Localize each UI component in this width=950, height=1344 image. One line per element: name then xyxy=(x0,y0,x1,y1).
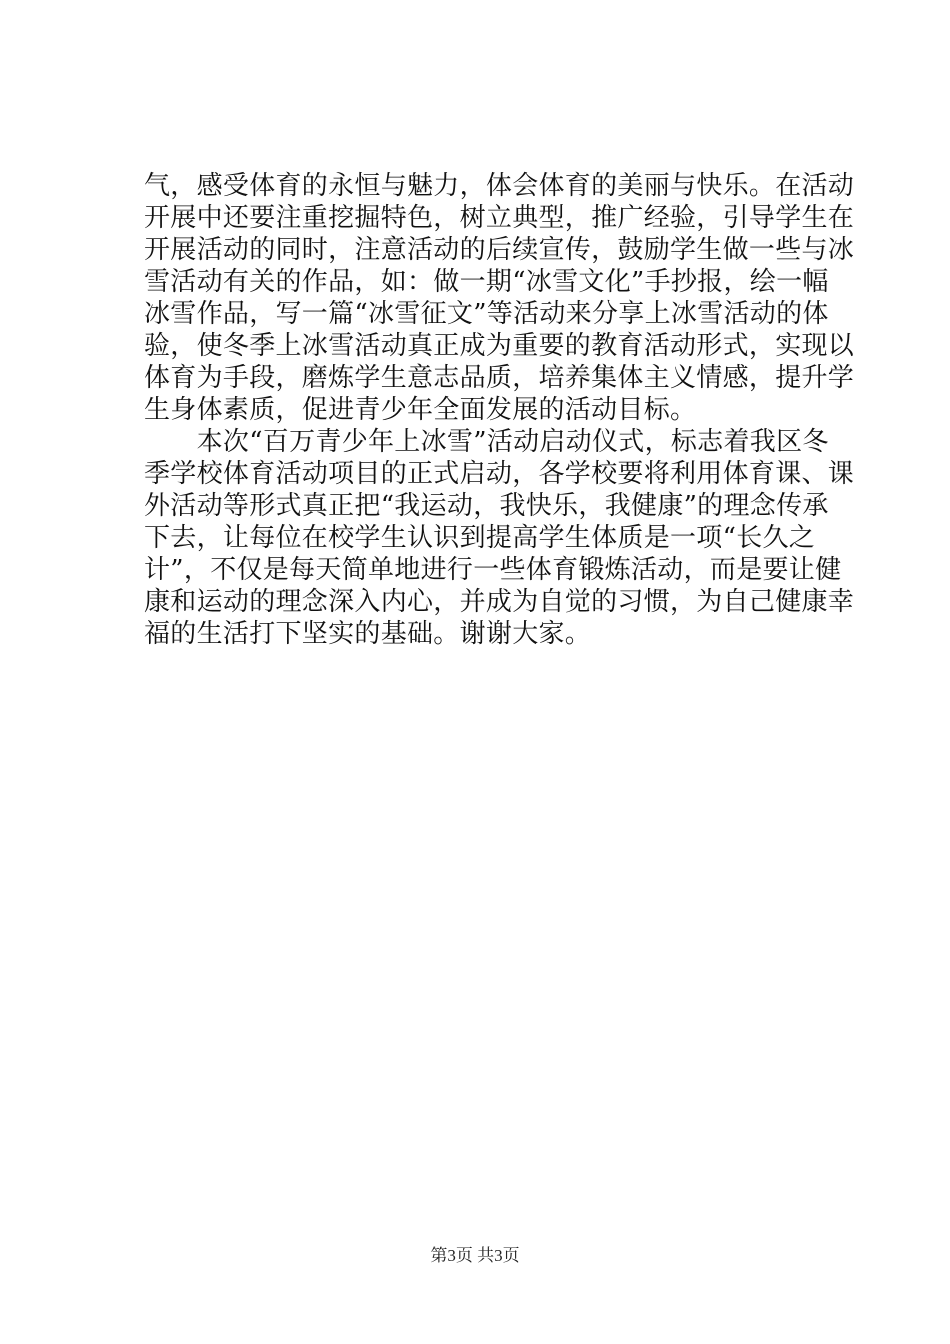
text-line: 康和运动的理念深入内心，并成为自觉的习惯，为自己健康幸 xyxy=(144,587,855,617)
text-line: 冰雪作品，写一篇“冰雪征文”等活动来分享上冰雪活动的体 xyxy=(144,299,829,329)
text-line: 福的生活打下坚实的基础。谢谢大家。 xyxy=(144,619,592,649)
text-line: 下去，让每位在校学生认识到提高学生体质是一项“长久之 xyxy=(144,523,816,553)
text-line: 开展活动的同时，注意活动的后续宣传，鼓励学生做一些与冰 xyxy=(144,235,855,265)
text-line: 季学校体育活动项目的正式启动，各学校要将利用体育课、课 xyxy=(144,459,855,489)
paragraph-2 xyxy=(144,426,855,650)
text-line: 生身体素质，促进青少年全面发展的活动目标。 xyxy=(144,395,697,425)
text-line: 外活动等形式真正把“我运动，我快乐，我健康”的理念传承 xyxy=(144,491,829,521)
document-body xyxy=(144,170,855,650)
paragraph-1 xyxy=(144,170,855,426)
text-line: 开展中还要注重挖掘特色，树立典型，推广经验，引导学生在 xyxy=(144,203,855,233)
text-line: 本次“百万青少年上冰雪”活动启动仪式，标志着我区冬 xyxy=(144,427,829,457)
text-line: 计”，不仅是每天简单地进行一些体育锻炼活动，而是要让健 xyxy=(144,555,842,585)
text-line: 体育为手段，磨炼学生意志品质，培养集体主义情感，提升学 xyxy=(144,363,855,393)
text-line: 气，感受体育的永恒与魅力，体会体育的美丽与快乐。在活动 xyxy=(144,171,855,201)
page-number-footer: 第3页 共3页 xyxy=(430,1246,520,1265)
text-line: 雪活动有关的作品，如：做一期“冰雪文化”手抄报，绘一幅 xyxy=(144,267,829,297)
text-line: 验，使冬季上冰雪活动真正成为重要的教育活动形式，实现以 xyxy=(144,331,855,361)
